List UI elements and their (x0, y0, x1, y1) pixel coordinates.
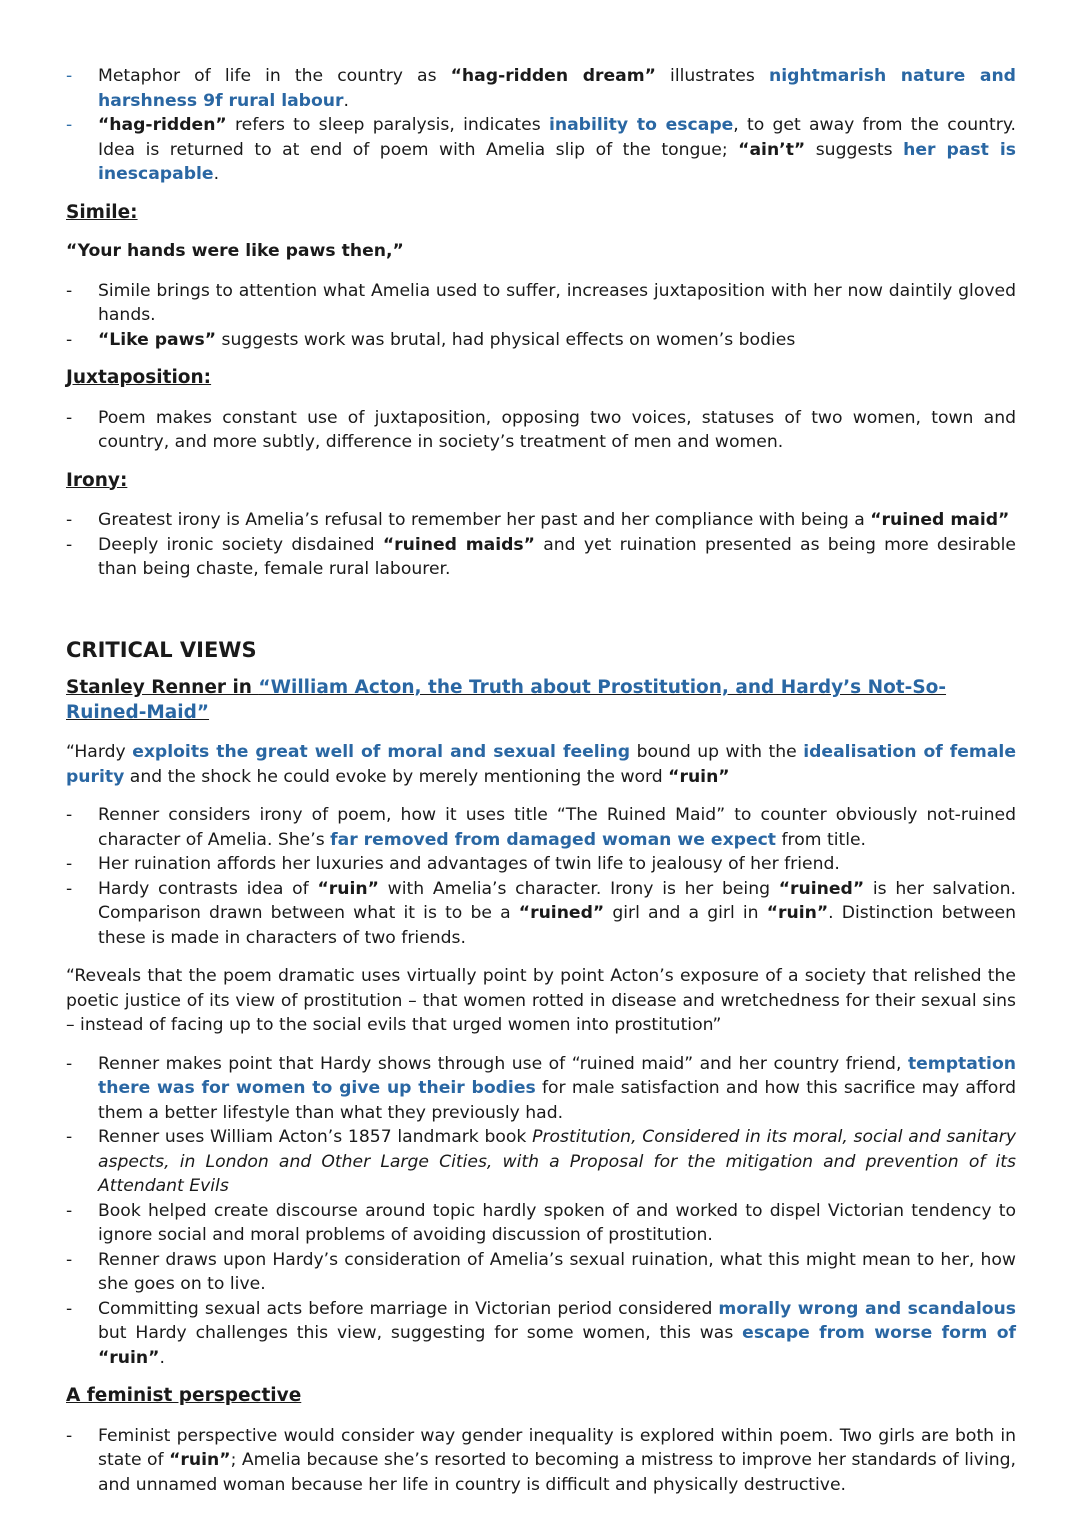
quoted-phrase: “ruin” (668, 766, 730, 787)
critical-views-heading: CRITICAL VIEWS (66, 637, 257, 662)
renner-article-title-link[interactable]: “William Acton, the Truth about Prostitution, and Hardy’s Not-So-Ruined-Maid” (66, 677, 947, 723)
bullet-text: Feminist perspective would consider way gender inequality is explored within poem. Two girls are both in state of (98, 1425, 1016, 1470)
quoted-phrase: “ruined” (518, 903, 605, 923)
bullet-text: but Hardy challenges this view, suggesting for some women, this was (98, 1323, 743, 1343)
highlighted-phrase: idealisation of female purity (66, 742, 1016, 787)
quoted-phrase: “ain’t” (738, 139, 806, 160)
list-item (66, 508, 1016, 533)
list-item (66, 1199, 1016, 1248)
bullet-text: illustrates (655, 66, 769, 86)
feminist-bullet-list (66, 1424, 1016, 1498)
highlighted-phrase: inability to escape (548, 115, 734, 135)
quoted-phrase: “Like paws” (98, 329, 217, 350)
renner-heading-author: Stanley Renner in (66, 677, 259, 698)
feminist-heading: A feminist perspective (66, 1385, 302, 1406)
irony-bullet-list (66, 508, 1016, 582)
list-item (66, 533, 1016, 582)
bullet-text: suggests (805, 139, 904, 160)
simile-bullet-list (66, 279, 1016, 353)
bullet-text: girl and a girl in (604, 903, 767, 923)
bullet-text: is her salvation. Comparison drawn between what it is to be a (98, 878, 1016, 923)
book-title: Prostitution, Considered in its moral, social and sanitary aspects, in London and Other Large Cities, with a Proposal for the mitigation and prevention of its Attendant Evils (98, 1127, 1017, 1196)
quote-text: bound up with the (630, 742, 804, 762)
highlighted-phrase: morally wrong and scandalous (718, 1298, 1016, 1319)
quoted-phrase: “hag-ridden dream” (450, 66, 656, 86)
highlighted-phrase: far removed from damaged woman we expect (330, 829, 777, 850)
list-item (66, 1248, 1016, 1297)
quoted-phrase: “ruin” (766, 903, 829, 923)
juxtaposition-bullet-list (66, 406, 1016, 455)
quoted-phrase: “ruin” (98, 1347, 160, 1368)
renner-heading (66, 676, 1016, 725)
list-item (66, 803, 1016, 852)
bullet-text: Hardy contrasts idea of (98, 878, 318, 899)
list-item (66, 113, 1016, 187)
list-item (66, 852, 1016, 877)
list-item (66, 1297, 1016, 1371)
highlighted-phrase: escape from worse form of (742, 1323, 1016, 1343)
bullet-text: with Amelia’s character. Irony is her being (378, 878, 779, 899)
renner-quote-1 (66, 740, 1016, 789)
list-item (66, 406, 1016, 455)
quote-text: “Hardy (66, 742, 133, 762)
renner-quote-2: “Reveals that the poem dramatic uses virtually point by point Acton’s exposure of a society that relished the poetic justice of its view of prostitution – that women rotted in disease and wretchedness for their sexual sins – instead of facing up to the social evils that urged women into prostitution” (66, 966, 1016, 1035)
bullet-text: Renner draws upon Hardy’s consideration of Amelia’s sexual ruination, what this might mean to her, how she goes on to live. (98, 1249, 1016, 1294)
bullet-text: Committing sexual acts before marriage in Victorian period considered (98, 1298, 719, 1319)
simile-quote: “Your hands were like paws then,” (66, 241, 404, 261)
simile-heading: Simile: (66, 201, 138, 223)
bullet-text: Her ruination affords her luxuries and advantages of twin life to jealousy of her friend. (98, 854, 840, 874)
bullet-text: Simile brings to attention what Amelia used to suffer, increases juxtaposition with her now daintily gloved hands. (98, 280, 1016, 325)
list-item (66, 877, 1016, 951)
bullet-text: from title. (776, 829, 867, 850)
irony-heading: Irony: (66, 469, 128, 491)
bullet-text: ; Amelia because she’s resorted to becoming a mistress to improve her standards of living, and unnamed woman because her life in country is difficult and physically destructive. (98, 1450, 1016, 1495)
bullet-text: Greatest irony is Amelia’s refusal to remember her past and her compliance with being a (98, 510, 871, 530)
list-item (66, 1424, 1016, 1498)
quoted-phrase: “hag-ridden” (98, 115, 227, 135)
bullet-text: and yet ruination presented as being more desirable than being chaste, female rural labourer. (98, 534, 1017, 579)
bullet-text: refers to sleep paralysis, indicates (226, 115, 549, 135)
metaphor-bullet-list (66, 64, 1016, 187)
bullet-text: for male satisfaction and how this sacrifice may afford them a better lifestyle than what they previously had. (98, 1078, 1017, 1123)
highlighted-phrase: her past is inescapable (98, 139, 1016, 184)
bullet-text: . (213, 164, 220, 184)
quoted-phrase: “ruined maid” (870, 510, 1010, 530)
bullet-text: , to get away from the country. Idea is returned to at end of poem with Amelia slip of the tongue; (98, 115, 1016, 160)
renner-bullet-list-1 (66, 803, 1016, 950)
renner-bullet-list-2 (66, 1052, 1016, 1371)
bullet-text: . (159, 1347, 165, 1368)
juxtaposition-heading: Juxtaposition: (66, 367, 212, 388)
highlighted-phrase: nightmarish nature and harshness 9f rural labour (98, 66, 1016, 111)
bullet-text: Deeply ironic society disdained (98, 534, 383, 555)
highlighted-phrase: temptation there was for women to give up their bodies (98, 1053, 1016, 1098)
bullet-text: Renner makes point that Hardy shows through use of “ruined maid” and her country friend, (98, 1053, 908, 1074)
list-item (66, 279, 1016, 328)
bullet-text: Renner uses William Acton’s 1857 landmark book (98, 1127, 533, 1147)
list-item (66, 1125, 1016, 1199)
quoted-phrase: “ruin” (317, 878, 379, 899)
highlighted-phrase: exploits the great well of moral and sexual feeling (132, 742, 631, 762)
list-item (66, 328, 1016, 353)
bullet-text: suggests work was brutal, had physical effects on women’s bodies (216, 329, 796, 350)
quoted-phrase: “ruin” (169, 1450, 231, 1470)
list-item (66, 1052, 1016, 1126)
document-page (66, 64, 1016, 1497)
quote-text: and the shock he could evoke by merely mentioning the word (124, 766, 669, 787)
bullet-text: . Distinction between these is made in characters of two friends. (98, 903, 1016, 948)
list-item (66, 64, 1016, 113)
bullet-text: Poem makes constant use of juxtaposition, opposing two voices, statuses of two women, town and country, and more subtly, difference in society’s treatment of men and women. (98, 407, 1016, 452)
quoted-phrase: “ruined” (778, 878, 865, 899)
bullet-text: . (343, 90, 349, 111)
bullet-text: Metaphor of life in the country as (98, 66, 451, 86)
bullet-text: Renner considers irony of poem, how it uses title “The Ruined Maid” to counter obviously not-ruined character of Amelia. She’s (98, 805, 1016, 850)
quoted-phrase: “ruined maids” (382, 534, 535, 555)
bullet-text: Book helped create discourse around topic hardly spoken of and worked to dispel Victorian tendency to ignore social and moral problems of avoiding discussion of prostitution. (98, 1200, 1016, 1245)
